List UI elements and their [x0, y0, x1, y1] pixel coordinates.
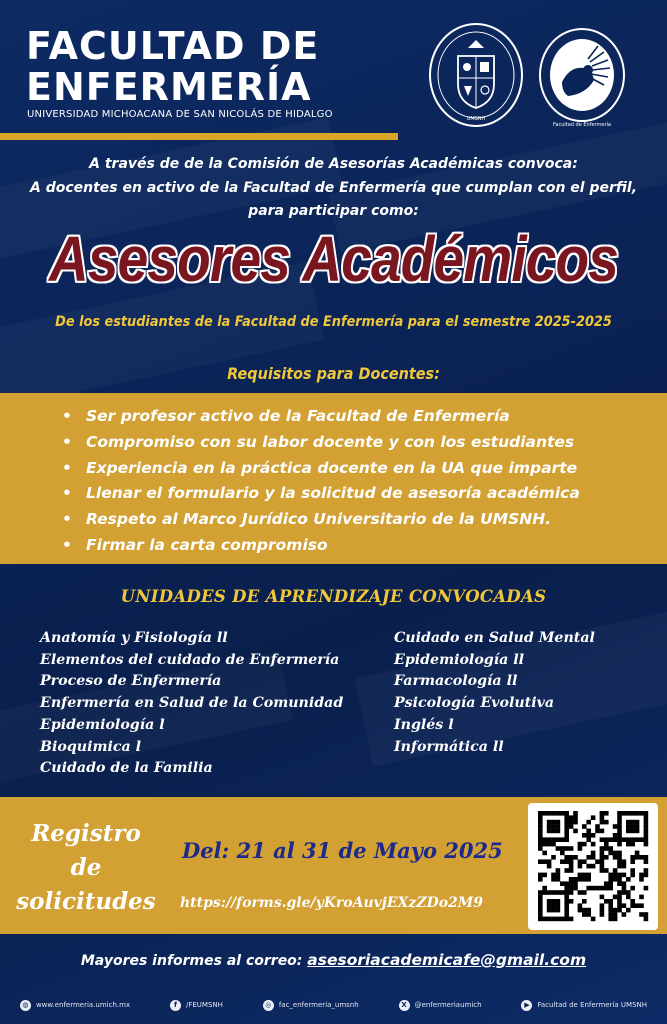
qr-code-icon — [528, 803, 658, 930]
registration-form-link[interactable]: https://forms.gle/yKroAuvjEXzZDo2M9 — [180, 895, 484, 911]
requirement-item: • Respeto al Marco Jurídico Universitario de la UMSNH. — [62, 507, 580, 533]
requirements-list — [62, 404, 580, 559]
requirement-item: • Compromiso con su labor docente y con los estudiantes — [62, 430, 580, 456]
faculty-title-line2: ENFERMERÍA — [26, 65, 312, 109]
subtitle: De los estudiantes de la Facultad de Enfermería para el semestre 2025-2025 — [55, 314, 612, 330]
unit-item: Informática ll — [394, 738, 504, 755]
requirement-item: • Llenar el formulario y la solicitud de asesoría académica — [62, 481, 580, 507]
unit-item: Cuidado en Salud Mental — [394, 630, 595, 646]
unit-item: Epidemiología l — [40, 716, 165, 733]
requirement-item: • Ser profesor activo de la Facultad de Enfermería — [62, 404, 580, 430]
unit-item: Farmacología ll — [394, 673, 518, 690]
gold-divider — [0, 133, 398, 140]
footer-instagram-text: fac_enfermeria_umsnh — [278, 1001, 359, 1009]
unit-item: Cuidado de la Familia — [40, 760, 213, 777]
contact-line — [0, 951, 667, 969]
main-title: Asesores Académicos — [48, 223, 619, 295]
unit-item: Proceso de Enfermería — [40, 673, 222, 690]
contact-label: Mayores informes al correo: — [80, 953, 303, 969]
units-right-column — [394, 628, 595, 758]
unit-item: Enfermería en Salud de la Comunidad — [40, 695, 344, 712]
intro-line3: para participar como: — [248, 203, 419, 219]
qr-code — [528, 803, 658, 930]
unit-item: Inglés l — [394, 716, 454, 733]
university-seal-logo — [428, 22, 524, 128]
university-name: UNIVERSIDAD MICHOACANA DE SAN NICOLÁS DE HIDALGO — [27, 109, 333, 120]
footer-website[interactable] — [20, 1000, 130, 1011]
registration-title — [6, 817, 166, 919]
unit-item: Elementos del cuidado de Enfermería — [40, 651, 340, 668]
units-left-column — [40, 628, 343, 780]
registration-title-line3: solicitudes — [16, 888, 156, 915]
contact-email-link[interactable]: asesoriacademicafe@gmail.com — [307, 951, 587, 969]
globe-icon: ◍ — [20, 1000, 31, 1011]
footer-instagram[interactable] — [263, 1000, 359, 1011]
faculty-title-line1: FACULTAD DE — [26, 24, 320, 68]
unit-item: Psicología Evolutiva — [394, 695, 555, 712]
requirement-item: • Firmar la carta compromiso — [62, 533, 580, 559]
footer-facebook[interactable] — [170, 1000, 223, 1011]
units-heading: UNIDADES DE APRENDIZAJE CONVOCADAS — [120, 587, 547, 606]
registration-dates: Del: 21 al 31 de Mayo 2025 — [182, 838, 503, 863]
intro-line2: A docentes en activo de la Facultad de Enfermería que cumplan con el perfil, — [29, 180, 638, 196]
footer-youtube[interactable] — [521, 1000, 647, 1011]
youtube-icon: ▶ — [521, 1000, 532, 1011]
facebook-icon: f — [170, 1000, 181, 1011]
footer-facebook-text: /FEUMSNH — [186, 1001, 223, 1009]
intro-line1: A través de de la Comisión de Asesorías Académicas convoca: — [89, 156, 578, 172]
requirements-heading: Requisitos para Docentes: — [227, 364, 440, 383]
instagram-icon: ◎ — [263, 1000, 274, 1011]
footer-x[interactable] — [399, 1000, 482, 1011]
registration-title-line2: de — [70, 854, 102, 881]
svg-text:Facultad de Enfermería: Facultad de Enfermería — [552, 122, 612, 128]
footer-website-text: www.enfermeria.umich.mx — [35, 1001, 131, 1009]
registration-title-line1: Registro — [31, 820, 141, 847]
footer-youtube-text: Facultad de Enfermería UMSNH — [537, 1001, 648, 1009]
svg-text:UMSNH: UMSNH — [466, 116, 486, 122]
social-footer — [0, 993, 667, 1017]
nursing-faculty-logo — [534, 22, 630, 128]
footer-x-text: @enfermeriaumich — [414, 1001, 482, 1009]
unit-item: Anatomía y Fisiología ll — [40, 630, 228, 646]
x-icon: X — [399, 1000, 410, 1011]
unit-item: Bioquimica l — [40, 738, 142, 755]
requirement-item: • Experiencia en la práctica docente en la UA que imparte — [62, 456, 580, 482]
unit-item: Epidemiología ll — [394, 651, 525, 668]
